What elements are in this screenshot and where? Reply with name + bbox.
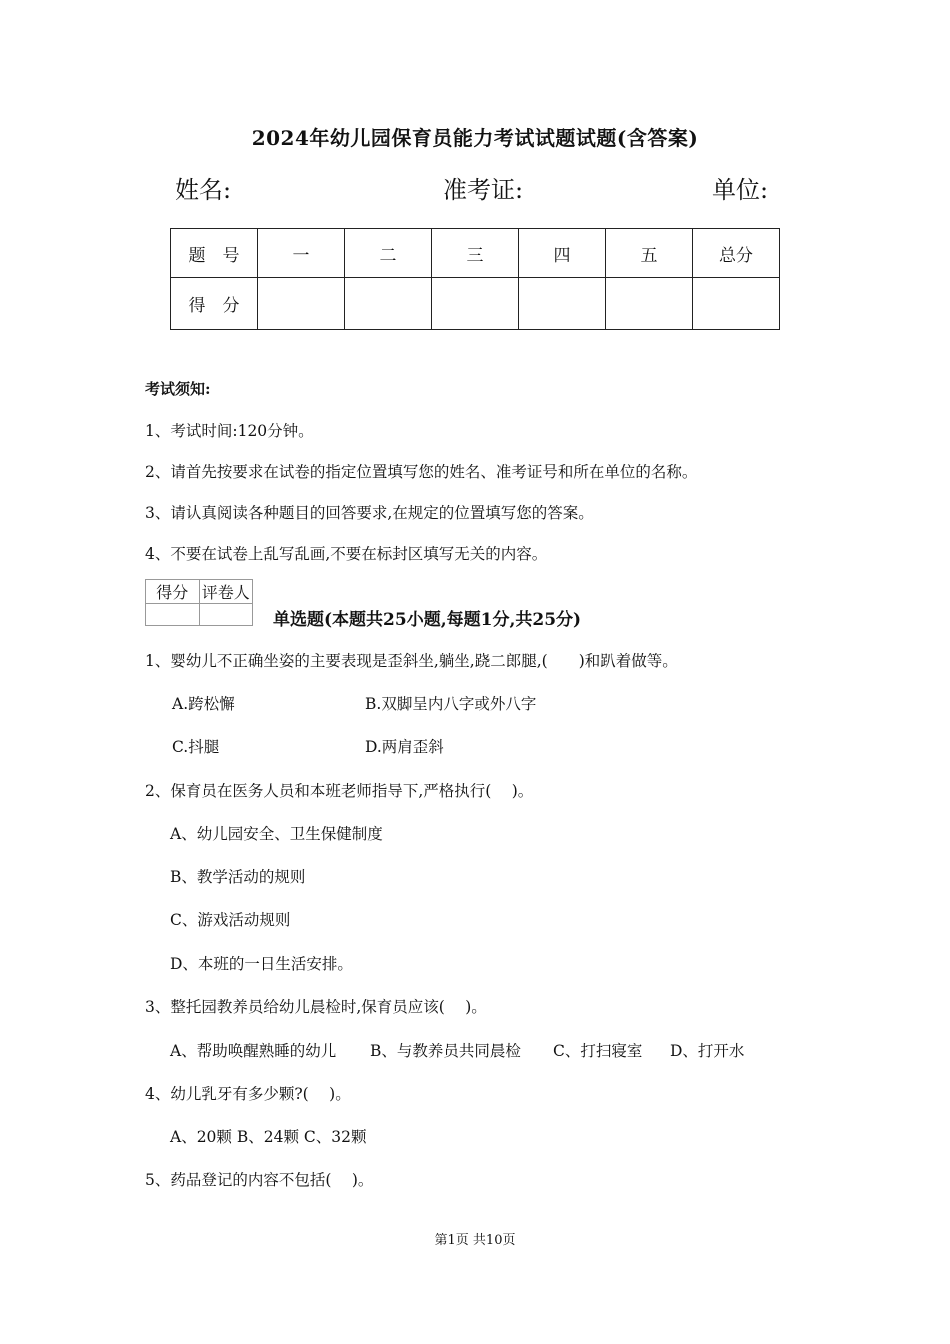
score-entry-cell[interactable]	[693, 278, 780, 330]
grader-score-cell[interactable]	[146, 604, 200, 626]
score-table-cell: 总分	[693, 229, 780, 278]
score-table-score-row	[171, 278, 780, 330]
score-table-cell: 二	[345, 229, 432, 278]
question-option: A.跨松懈	[172, 695, 235, 713]
question-option: C、游戏活动规则	[170, 911, 291, 929]
question-option: C、打扫寝室	[553, 1042, 643, 1060]
score-table-cell: 四	[519, 229, 606, 278]
question-option: B、与教养员共同晨检	[370, 1042, 521, 1060]
score-table-header-row	[171, 229, 780, 278]
question-option: C.抖腿	[172, 738, 220, 756]
grader-name-label: 评卷人	[199, 580, 253, 604]
question-option: D.两肩歪斜	[365, 738, 444, 756]
score-entry-cell[interactable]	[258, 278, 345, 330]
score-entry-cell[interactable]	[606, 278, 693, 330]
score-entry-cell[interactable]	[519, 278, 606, 330]
question-option: B.双脚呈内八字或外八字	[365, 695, 537, 713]
exam-id-field-label: 准考证:	[443, 176, 524, 204]
unit-field-label: 单位:	[712, 176, 769, 204]
section-title: 单选题(本题共25小题,每题1分,共25分)	[273, 610, 582, 630]
score-table-cell: 一	[258, 229, 345, 278]
notice-item: 2、请首先按要求在试卷的指定位置填写您的姓名、准考证号和所在单位的名称。	[145, 463, 698, 481]
question-option: A、20颗 B、24颗 C、32颗	[170, 1128, 367, 1146]
score-table-cell: 三	[432, 229, 519, 278]
grader-score-label: 得分	[146, 580, 200, 604]
notice-item: 3、请认真阅读各种题目的回答要求,在规定的位置填写您的答案。	[145, 504, 594, 522]
score-table-cell: 五	[606, 229, 693, 278]
question-option: A、帮助唤醒熟睡的幼儿	[170, 1042, 337, 1060]
question-option: D、本班的一日生活安排。	[170, 955, 353, 973]
question-stem: 2、保育员在医务人员和本班老师指导下,严格执行( )。	[145, 782, 534, 800]
notice-item: 4、不要在试卷上乱写乱画,不要在标封区填写无关的内容。	[145, 545, 548, 563]
document-title: 2024年幼儿园保育员能力考试试题试题(含答案)	[251, 126, 699, 150]
question-stem: 1、婴幼儿不正确坐姿的主要表现是歪斜坐,躺坐,跷二郎腿,( )和趴着做等。	[145, 652, 678, 670]
question-option: B、教学活动的规则	[170, 868, 306, 886]
question-stem: 4、幼儿乳牙有多少颗?( )。	[145, 1085, 351, 1103]
score-entry-cell[interactable]	[432, 278, 519, 330]
question-option: D、打开水	[670, 1042, 745, 1060]
question-stem: 5、药品登记的内容不包括( )。	[145, 1171, 374, 1189]
notice-item: 1、考试时间:120分钟。	[145, 422, 314, 440]
grader-box	[145, 579, 253, 626]
score-table	[170, 228, 780, 330]
question-option: A、幼儿园安全、卫生保健制度	[170, 825, 383, 843]
score-table-cell: 得 分	[171, 278, 258, 330]
score-entry-cell[interactable]	[345, 278, 432, 330]
question-stem: 3、整托园教养员给幼儿晨检时,保育员应该( )。	[145, 998, 487, 1016]
notice-heading: 考试须知:	[145, 380, 211, 398]
name-field-label: 姓名:	[175, 176, 232, 204]
page-footer: 第1页 共10页	[434, 1233, 516, 1248]
grader-name-cell[interactable]	[199, 604, 253, 626]
score-table-cell: 题 号	[171, 229, 258, 278]
